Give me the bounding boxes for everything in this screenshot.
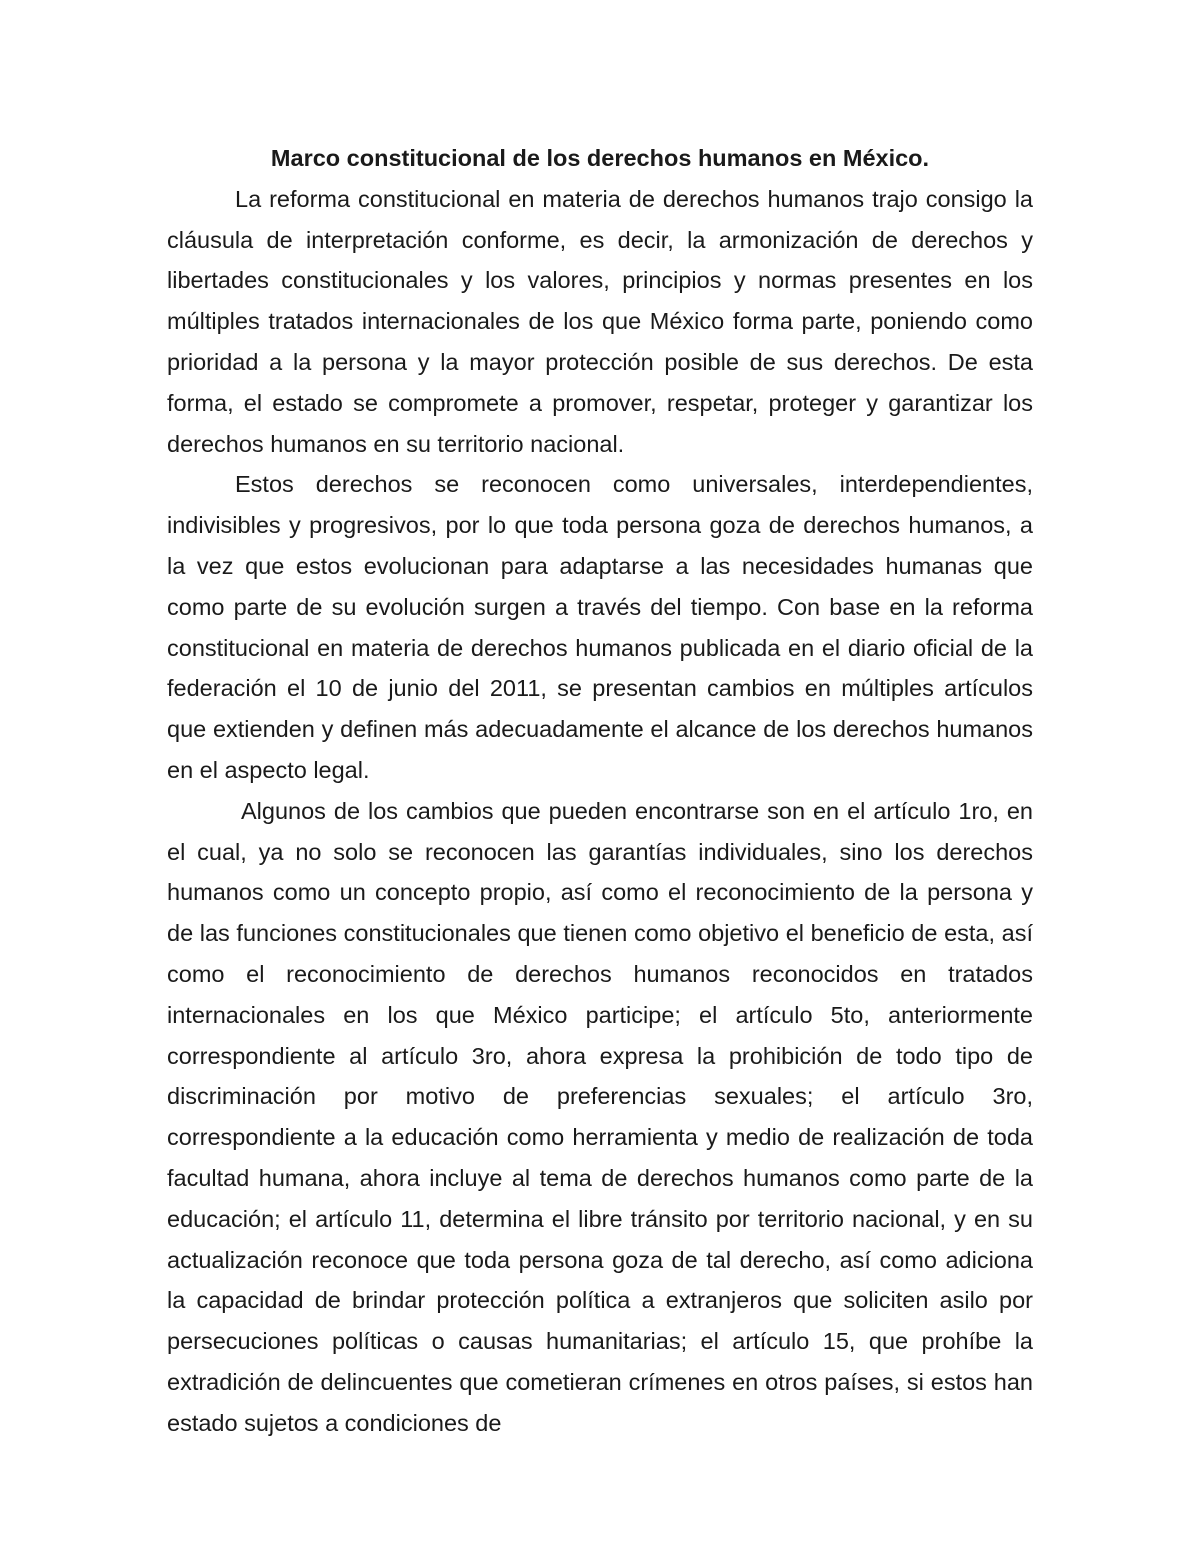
paragraph: La reforma constitucional en materia de derechos humanos trajo consigo la cláusula de interpretación conforme, es decir, la armonización de derechos y libertades constitucionales y los valores, principios y normas presentes en los múltiples tratados internacionales de los que México forma parte, poniendo como prioridad a la persona y la mayor protección posible de sus derechos. De esta forma, el estado se compromete a promover, respetar, proteger y garantizar los derechos humanos en su territorio nacional. [167, 185, 1033, 457]
paragraph: Estos derechos se reconocen como universales, interdependientes, indivisibles y progresivos, por lo que toda persona goza de derechos humanos, a la vez que estos evolucionan para adaptarse a las necesidades humanas que como parte de su evolución surgen a través del tiempo. Con base en la reforma constitucional en materia de derechos humanos publicada en el diario oficial de la federación el 10 de junio del 2011, se presentan cambios en múltiples artículos que extienden y definen más adecuadamente el alcance de los derechos humanos en el aspecto legal. [167, 471, 1033, 783]
document-title: Marco constitucional de los derechos humanos en México. [270, 145, 930, 171]
document-body [167, 138, 1033, 1444]
paragraph: Algunos de los cambios que pueden encontrarse son en el artículo 1ro, en el cual, ya no solo se reconocen las garantías individuales, sino los derechos humanos como un concepto propio, así como el reconocimiento de la persona y de las funciones constitucionales que tienen como objetivo el beneficio de esta, así como el reconocimiento de derechos humanos reconocidos en tratados internacionales en los que México participe; el artículo 5to, anteriormente correspondiente al artículo 3ro, ahora expresa la prohibición de todo tipo de discriminación por motivo de preferencias sexuales; el artículo 3ro, correspondiente a la educación como herramienta y medio de realización de toda facultad humana, ahora incluye al tema de derechos humanos como parte de la educación; el artículo 11, determina el libre tránsito por territorio nacional, y en su actualización reconoce que toda persona goza de tal derecho, así como adiciona la capacidad de brindar protección política a extranjeros que soliciten asilo por persecuciones políticas o causas humanitarias; el artículo 15, que prohíbe la extradición de delincuentes que cometieran crímenes en otros países, si estos han estado sujetos a condiciones de [167, 797, 1033, 1436]
